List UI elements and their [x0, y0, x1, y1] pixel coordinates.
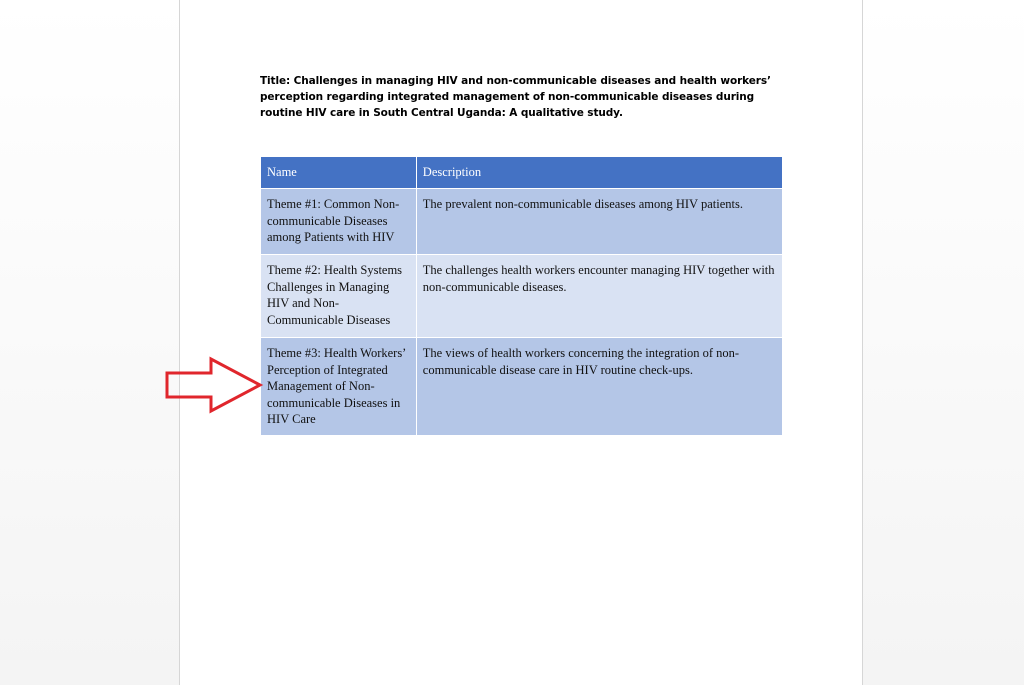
document-page — [179, 0, 863, 685]
theme-description-cell: The challenges health workers encounter managing HIV together with non-communicable diseases. — [416, 255, 782, 338]
column-header-description: Description — [416, 157, 782, 189]
theme-description-cell: The views of health workers concerning the integration of non-communicable disease care in HIV routine check-ups. — [416, 338, 782, 436]
right-arrow-icon — [165, 356, 265, 416]
table-row — [261, 338, 783, 436]
theme-name-cell: Theme #1: Common Non-communicable Diseases among Patients with HIV — [261, 189, 417, 255]
table-row — [261, 255, 783, 338]
theme-description-cell: The prevalent non-communicable diseases among HIV patients. — [416, 189, 782, 255]
table-row — [261, 189, 783, 255]
theme-name-cell: Theme #2: Health Systems Challenges in Managing HIV and Non-Communicable Diseases — [261, 255, 417, 338]
themes-table — [260, 156, 783, 436]
document-title: Title: Challenges in managing HIV and non-communicable diseases and health workers’ perception regarding integrated management of non-communicable diseases during routine HIV care in South Central Uganda: A qualitative study. — [260, 75, 771, 119]
table-header-row — [261, 157, 783, 189]
theme-name-cell: Theme #3: Health Workers’ Perception of Integrated Management of Non-communicable Diseases in HIV Care — [261, 338, 417, 436]
arrow-outline — [167, 359, 260, 411]
column-header-name: Name — [261, 157, 417, 189]
